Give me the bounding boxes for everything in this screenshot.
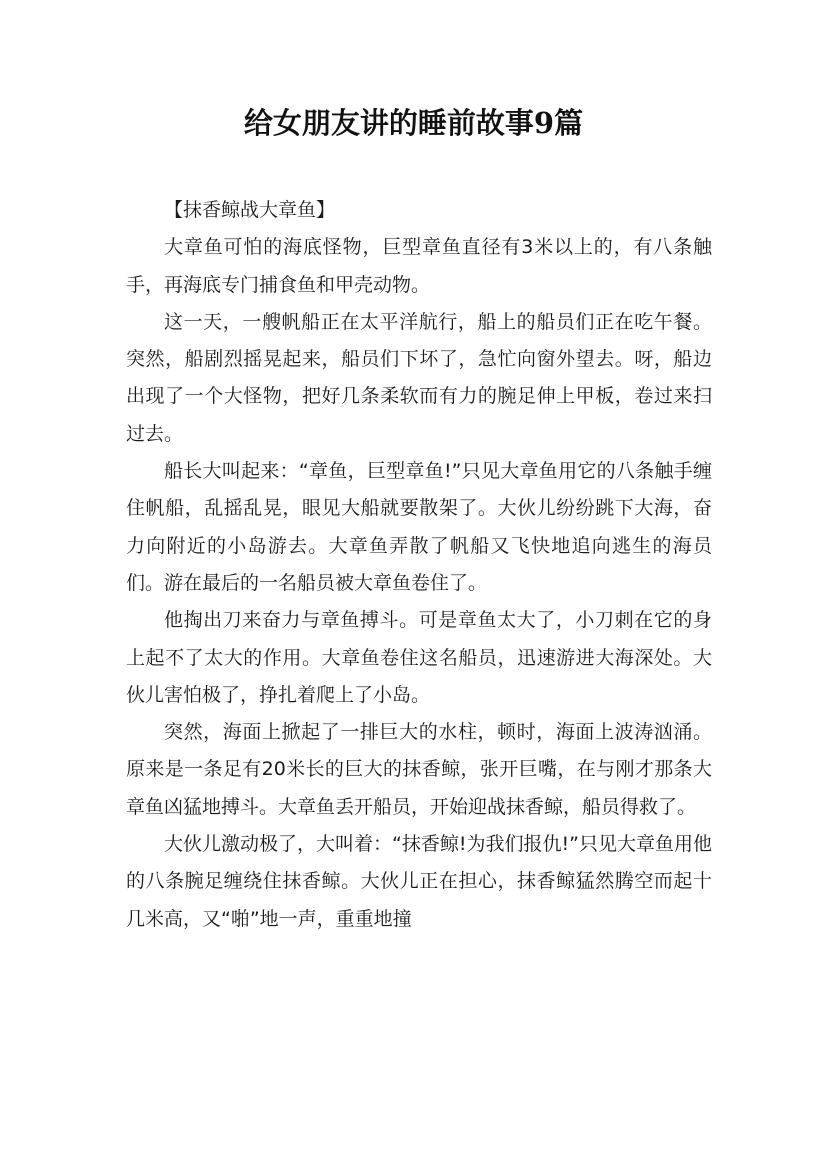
- paragraph-6: 大伙儿激动极了，大叫着：“抹香鲸!为我们报仇!”只见大章鱼用他的八条腕足缠绕住抹香鲸。大伙儿正在担心，抹香鲸猛然腾空而起十几米高，又“啪”地一声，重重地撞: [126, 833, 712, 930]
- document-title: 给女朋友讲的睡前故事9篇: [243, 106, 584, 140]
- document-body: [126, 192, 712, 938]
- section-heading: 【抹香鲸战大章鱼】: [164, 199, 336, 221]
- paragraph-1: 大章鱼可怕的海底怪物，巨型章鱼直径有3米以上的，有八条触手，再海底专门捕食鱼和甲壳动物。: [126, 236, 712, 296]
- paragraph-5: 突然，海面上掀起了一排巨大的水柱，顿时，海面上波涛汹涌。原来是一条足有20米长的巨大的抹香鲸，张开巨嘴，在与刚才那条大章鱼凶猛地搏斗。大章鱼丢开船员，开始迎战抹香鲸，船员得救了。: [126, 721, 712, 818]
- paragraph-2: 这一天，一艘帆船正在太平洋航行，船上的船员们正在吃午餐。突然，船剧烈摇晃起来，船员们下坏了，急忙向窗外望去。呀，船边出现了一个大怪物，把好几条柔软而有力的腕足伸上甲板，卷过来扫过去。: [126, 310, 712, 445]
- paragraph-4: 他掏出刀来奋力与章鱼搏斗。可是章鱼太大了，小刀刺在它的身上起不了太大的作用。大章鱼卷住这名船员，迅速游进大海深处。大伙儿害怕极了，挣扎着爬上了小岛。: [126, 609, 712, 706]
- paragraph-3: 船长大叫起来：“章鱼，巨型章鱼!”只见大章鱼用它的八条触手缠住帆船，乱摇乱晃，眼见大船就要散架了。大伙儿纷纷跳下大海，奋力向附近的小岛游去。大章鱼弄散了帆船又飞快地追向逃生的海员们。游在最后的一名船员被大章鱼卷住了。: [126, 460, 712, 594]
